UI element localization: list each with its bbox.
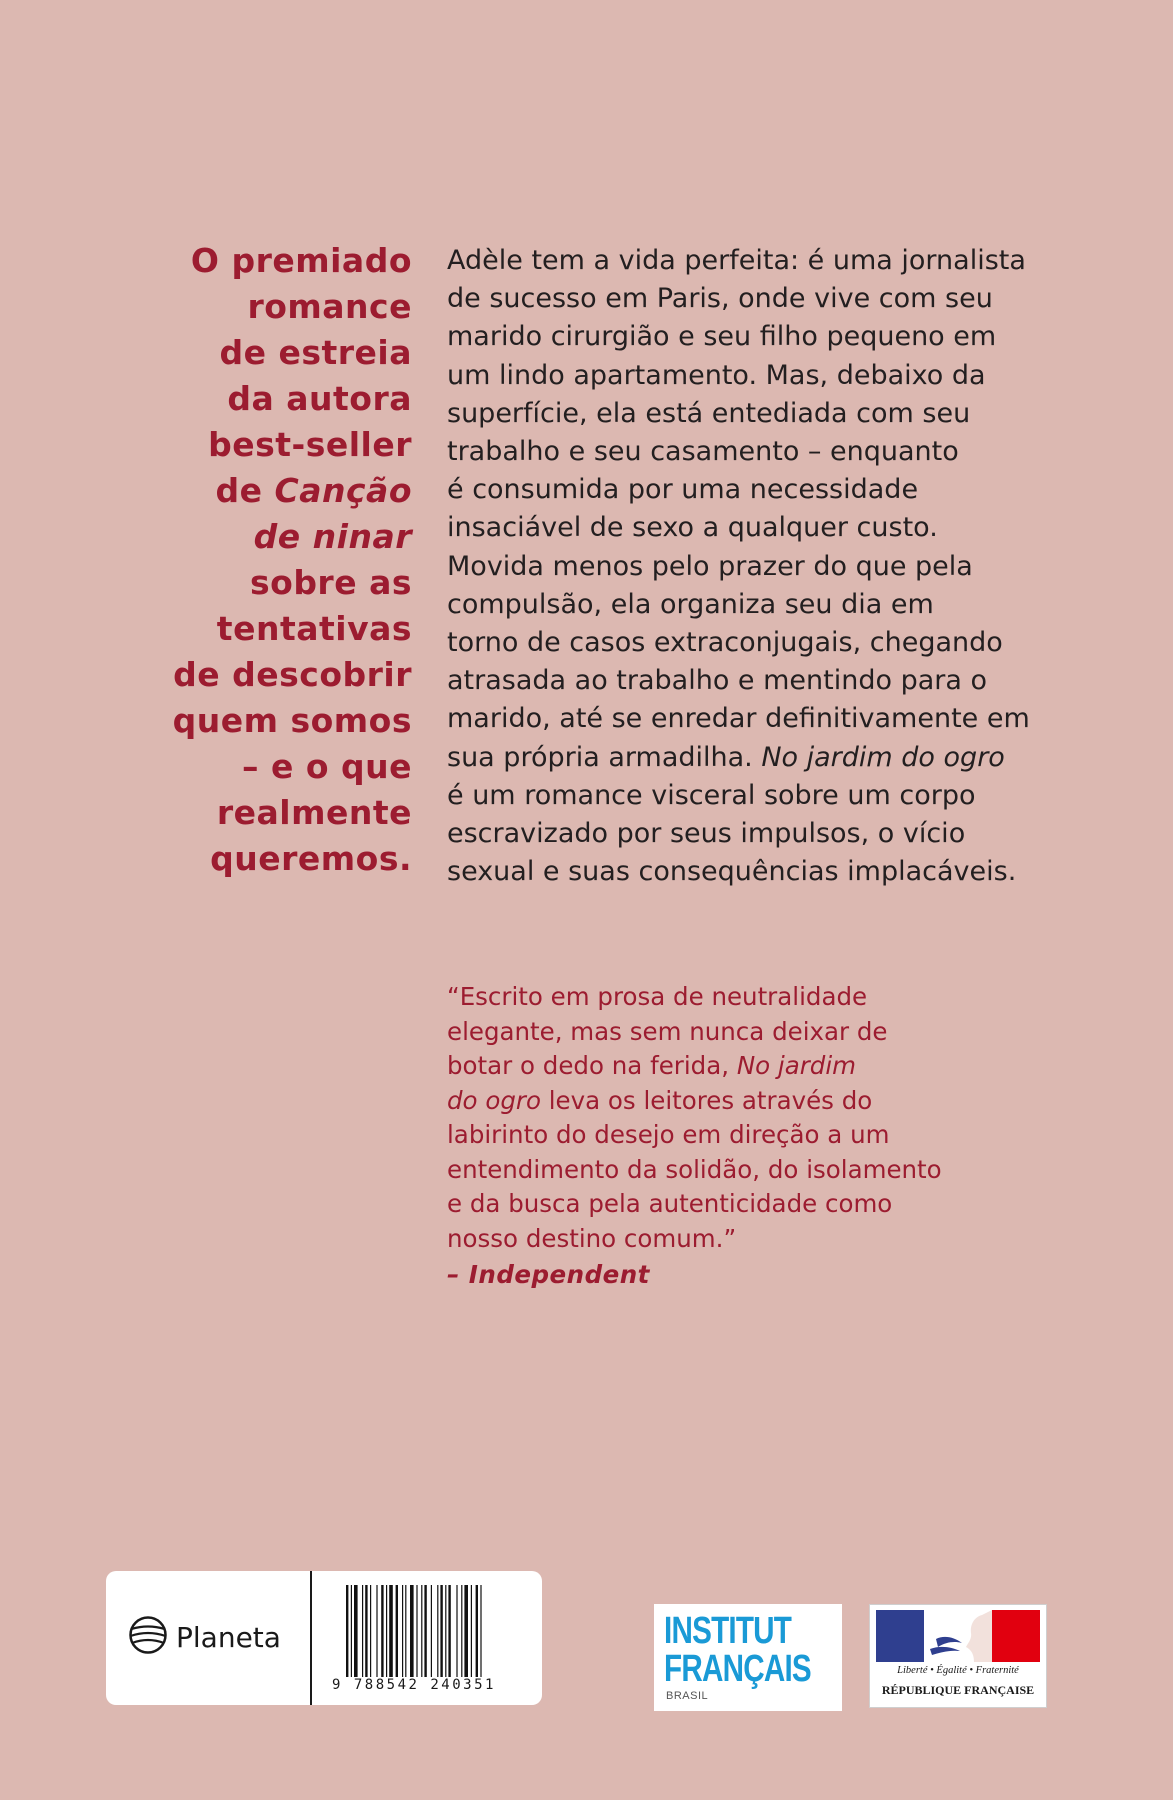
synopsis-line: é um romance visceral sobre um corpo (447, 779, 976, 811)
tagline-line: sobre as (250, 563, 412, 602)
review-quote (447, 980, 1047, 1293)
barcode-bar (448, 1585, 450, 1677)
quote-line: entendimento da solidão, do isolamento (447, 1154, 942, 1184)
barcode-bar (362, 1585, 363, 1677)
publisher-logo (128, 1615, 281, 1659)
institut-francais-logo (654, 1604, 842, 1711)
synopsis-line: marido cirurgião e seu filho pequeno em (447, 321, 997, 353)
synopsis-line: torno de casos extraconjugais, chegando (447, 627, 1003, 659)
barcode-bar (365, 1585, 367, 1677)
tagline-line: quem somos (172, 701, 412, 740)
francais-word: FRANÇAIS (664, 1648, 811, 1690)
tagline-blurb (60, 238, 412, 882)
tagline-line: de estreia (219, 333, 412, 372)
barcode-bar (461, 1585, 462, 1677)
tagline-line: best-seller (208, 425, 412, 464)
barcode-bar (480, 1585, 481, 1677)
quote-line: “Escrito em prosa de neutralidade (447, 982, 868, 1011)
brasil-word: BRASIL (666, 1690, 709, 1702)
barcode-bar (389, 1585, 393, 1677)
synopsis-fragment: sua própria armadilha. (447, 741, 762, 773)
barcode-bar (402, 1585, 403, 1677)
tagline-fragment: de (215, 471, 275, 510)
quote-line (447, 1049, 1047, 1084)
barcode-bar (437, 1585, 438, 1677)
barcode-bar (370, 1585, 371, 1677)
quote-source: – Independent (447, 1260, 650, 1289)
tagline-line: O premiado (190, 241, 412, 280)
synopsis-line: escravizado por seus impulsos, o vício (447, 818, 966, 850)
quote-line: elegante, mas sem nunca deixar de (447, 1016, 888, 1046)
barcode-bar (445, 1585, 446, 1677)
tagline-line: realmente (216, 793, 412, 832)
quote-fragment: botar o dedo na ferida, (447, 1051, 737, 1080)
synopsis-line: superfície, ela está entediada com seu (447, 397, 971, 429)
synopsis-line: é consumida por uma necessidade (447, 474, 919, 506)
quote-fragment: leva os leitores através do (540, 1085, 873, 1115)
barcode-bar (421, 1585, 422, 1677)
tagline-line: de descobrir (173, 655, 412, 694)
book-title-cancao: Canção (274, 471, 412, 510)
isbn-barcode (346, 1585, 526, 1677)
barcode-bar (416, 1585, 417, 1677)
barcode-bar (476, 1585, 478, 1677)
panel-divider (310, 1571, 312, 1705)
barcode-bar (376, 1585, 377, 1677)
tagline-line: queremos. (210, 839, 412, 878)
barcode-bar (405, 1585, 406, 1677)
barcode-bar (431, 1585, 432, 1677)
republique-francaise-logo (869, 1604, 1047, 1708)
book-title: No jardim do ogro (761, 741, 1005, 773)
rf-motto: Liberté • Égalité • Fraternité (897, 1665, 1019, 1676)
synopsis-line: atrasada ao trabalho e mentindo para o (447, 665, 988, 697)
synopsis-line (447, 739, 1107, 777)
barcode-bar (424, 1585, 426, 1677)
isbn-number: 9 788542 240351 (332, 1677, 496, 1693)
marianne-emblem (870, 1605, 1046, 1665)
tagline-line: romance (247, 287, 412, 326)
institut-word: INSTITUT (664, 1610, 792, 1652)
synopsis-line: sexual e suas consequências implacáveis. (447, 856, 1017, 888)
synopsis-line: um lindo apartamento. Mas, debaixo da (447, 359, 986, 391)
barcode-bar (410, 1585, 414, 1677)
barcode-bar (396, 1585, 398, 1677)
synopsis-line: de sucesso em Paris, onde vive com seu (447, 283, 993, 315)
globe-icon (128, 1615, 168, 1659)
synopsis-line: compulsão, ela organiza seu dia em (447, 588, 934, 620)
barcode-bar (456, 1585, 457, 1677)
barcode-bar (381, 1585, 383, 1677)
book-title-ninar: de ninar (253, 517, 412, 556)
tagline-line (60, 468, 412, 514)
synopsis-line: trabalho e seu casamento – enquanto (447, 436, 959, 468)
barcode-bar (351, 1585, 352, 1677)
quote-line: labirinto do desejo em direção a um (447, 1120, 890, 1149)
barcode-bar (471, 1585, 472, 1677)
tagline-line: tentativas (216, 609, 412, 648)
quote-line: e da busca pela autenticidade como (447, 1189, 893, 1218)
barcode-bar (346, 1585, 348, 1677)
synopsis-text (447, 242, 1107, 891)
barcode-bar (354, 1585, 358, 1677)
synopsis-line: insaciável de sexo a qualquer custo. (447, 512, 938, 544)
publisher-name: Planeta (176, 1620, 281, 1654)
synopsis-line: Adèle tem a vida perfeita: é uma jornalista (447, 245, 1026, 276)
book-title: do ogro (447, 1085, 541, 1115)
synopsis-line: marido, até se enredar definitivamente em (447, 703, 1030, 735)
tagline-line: da autora (227, 379, 412, 418)
barcode-bar (464, 1585, 468, 1677)
quote-line (447, 1084, 1047, 1119)
tagline-line: – e o que (241, 747, 412, 786)
synopsis-line: Movida menos pelo prazer do que pela (447, 550, 973, 582)
quote-line: nosso destino comum.” (447, 1223, 737, 1253)
book-title: No jardim (736, 1051, 857, 1080)
barcode-bar (386, 1585, 387, 1677)
barcode-panel (106, 1571, 542, 1705)
barcode-bar (440, 1585, 442, 1677)
rf-name: RÉPUBLIQUE FRANÇAISE (881, 1683, 1035, 1697)
